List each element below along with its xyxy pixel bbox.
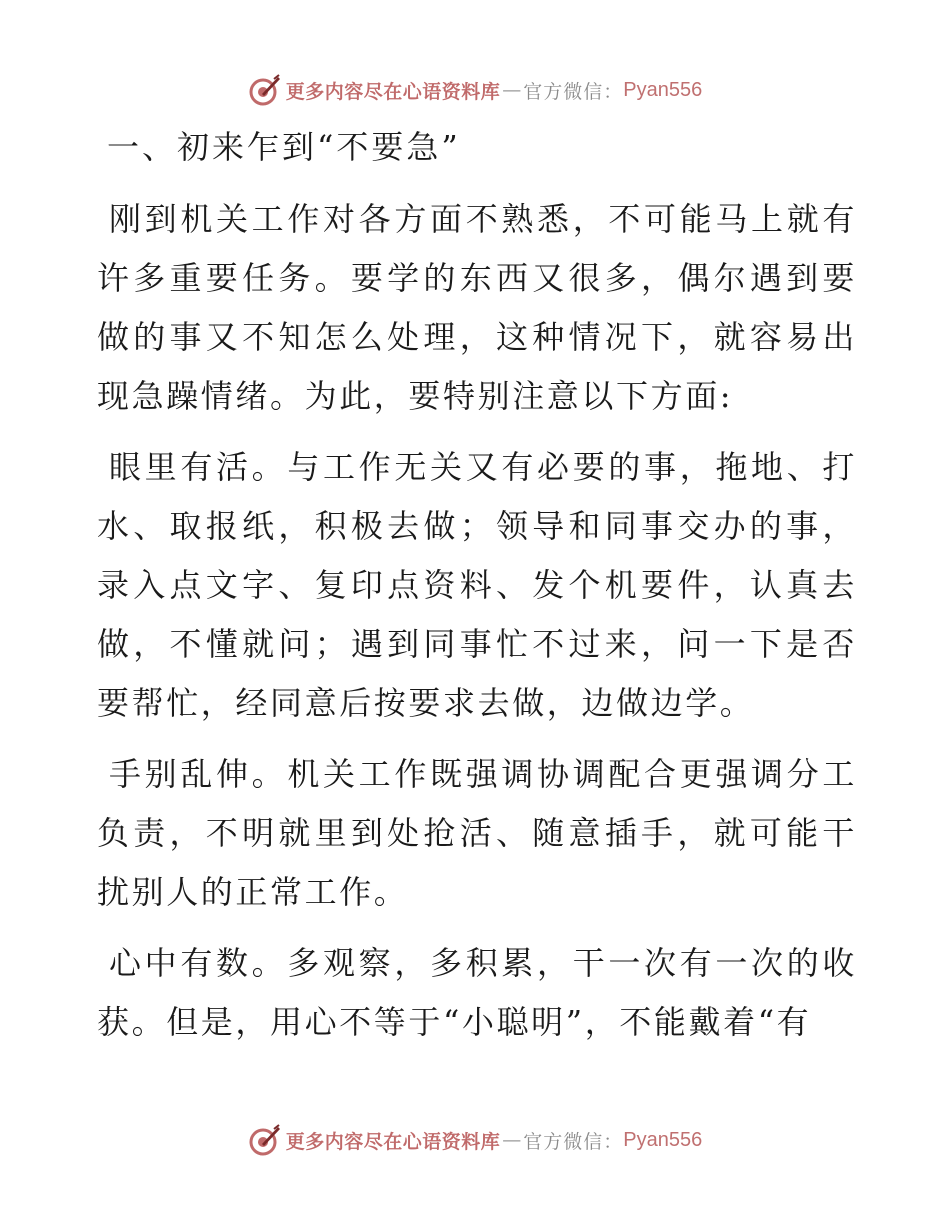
paragraph-hands-off: 手别乱伸。机关工作既强调协调配合更强调分工负责，不明就里到处抢活、随意插手，就可能干扰别人的正常工作。 bbox=[97, 755, 857, 911]
document-body bbox=[97, 117, 857, 1052]
watermark-brand-text: 更多内容尽在心语资料库 bbox=[285, 80, 501, 103]
watermark-official-label: 官方微信： bbox=[523, 80, 624, 103]
watermark-brand-text: 更多内容尽在心语资料库 bbox=[285, 1130, 501, 1153]
paragraph-know-in-mind: 心中有数。多观察，多积累，干一次有一次的收获。但是，用心不等于“小聪明”，不能戴着“有 bbox=[97, 944, 857, 1041]
footer-watermark-banner bbox=[0, 1120, 950, 1160]
quill-logo-icon bbox=[248, 73, 282, 107]
watermark-official-label: 官方微信： bbox=[523, 1130, 624, 1153]
watermark-wechat-id: Pyan556 bbox=[623, 78, 703, 101]
header-watermark-banner bbox=[0, 70, 950, 110]
watermark-dash: — bbox=[502, 79, 522, 101]
watermark-dash: — bbox=[502, 1129, 522, 1151]
paragraph-intro: 刚到机关工作对各方面不熟悉，不可能马上就有许多重要任务。要学的东西又很多，偶尔遇到要做的事又不知怎么处理，这种情况下，就容易出现急躁情绪。为此，要特别注意以下方面: bbox=[97, 200, 857, 415]
quill-logo-icon bbox=[248, 1123, 282, 1157]
paragraph-eyes-on-work: 眼里有活。与工作无关又有必要的事，拖地、打水、取报纸，积极去做；领导和同事交办的事，录入点文字、复印点资料、发个机要件，认真去做，不懂就问；遇到同事忙不过来，问一下是否要帮忙，经同意后按要求去做，边做边学。 bbox=[97, 448, 857, 722]
watermark-wechat-id: Pyan556 bbox=[623, 1128, 703, 1151]
section-heading: 一、初来乍到“不要急” bbox=[107, 128, 461, 166]
